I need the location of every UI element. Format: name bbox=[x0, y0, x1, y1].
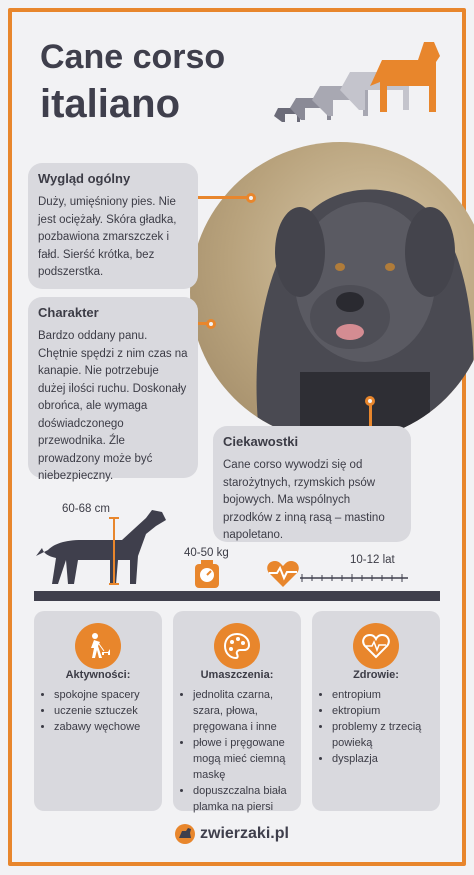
divider-bar bbox=[34, 591, 440, 601]
height-label: 60-68 cm bbox=[62, 503, 110, 515]
heart-pulse-icon bbox=[353, 623, 399, 669]
coats-list bbox=[179, 687, 303, 815]
appearance-text: Duży, umięśniony pies. Nie jest ociężały. Skóra gładka, pozbawiona zmarszczek i fałd. Sierść krótka, bez podszerstka. bbox=[38, 196, 177, 278]
connector-node bbox=[246, 193, 256, 203]
connector bbox=[369, 404, 372, 426]
lifespan-ruler bbox=[300, 570, 410, 584]
scale-icon bbox=[191, 560, 223, 590]
brand-dog-icon bbox=[174, 823, 196, 845]
walking-dog-icon bbox=[75, 623, 121, 669]
list-item: • problemy z trzecią powieką bbox=[332, 719, 442, 751]
character-heading: Charakter bbox=[38, 305, 99, 320]
dog-photo bbox=[190, 142, 474, 442]
trivia-card bbox=[213, 426, 411, 542]
heart-pulse-icon bbox=[266, 560, 300, 588]
list-item: • płowe i pręgowane mogą mieć ciemną maskę bbox=[193, 735, 303, 783]
trivia-heading: Ciekawostki bbox=[223, 434, 299, 449]
activity-list bbox=[40, 687, 164, 735]
list-item: • dysplazja bbox=[332, 751, 442, 767]
title-line1: Cane corso bbox=[40, 38, 226, 76]
appearance-card bbox=[28, 163, 198, 289]
character-card bbox=[28, 297, 198, 482]
brand-name: zwierzaki.pl bbox=[200, 825, 289, 842]
list-item: • zabawy węchowe bbox=[54, 719, 164, 735]
health-card bbox=[312, 611, 440, 811]
list-item: • jednolita czarna, szara, płowa, pręgowana i inne bbox=[193, 687, 303, 735]
appearance-heading: Wygląd ogólny bbox=[38, 171, 131, 186]
list-item: • entropium bbox=[332, 687, 442, 703]
character-text: Bardzo oddany panu. Chętnie spędzi z nim czas na kanapie. Nie potrzebuje dużej ilości ruchu. Doskonały obrońca, ale wymaga doświadczonego przewodnika. Źle prowadzony może być niebezpieczny. bbox=[38, 330, 188, 482]
weight-label: 40-50 kg bbox=[184, 547, 229, 559]
connector-node bbox=[206, 319, 216, 329]
health-heading: Zdrowie: bbox=[353, 669, 399, 681]
list-item: • uczenie sztuczek bbox=[54, 703, 164, 719]
coats-card bbox=[173, 611, 301, 811]
connector-node bbox=[365, 396, 375, 406]
list-item: • dopuszczalna biała plamka na piersi bbox=[193, 783, 303, 815]
trivia-text: Cane corso wywodzi się od starożytnych, rzymskich psów bojowych. Ma wspólnych przodków z inną rasą – mastino napoletano. bbox=[223, 459, 385, 541]
dog-silhouettes-icon bbox=[272, 30, 452, 130]
brand-logo[interactable] bbox=[174, 823, 289, 845]
title-line2: italiano bbox=[40, 82, 181, 126]
health-list bbox=[318, 687, 442, 767]
list-item: • ektropium bbox=[332, 703, 442, 719]
coats-heading: Umaszczenia: bbox=[200, 669, 274, 681]
dog-height-icon bbox=[34, 500, 174, 590]
palette-icon bbox=[214, 623, 260, 669]
activity-heading: Aktywności: bbox=[65, 669, 131, 681]
activity-card bbox=[34, 611, 162, 811]
lifespan-label: 10-12 lat bbox=[350, 554, 395, 566]
list-item: • spokojne spacery bbox=[54, 687, 164, 703]
connector bbox=[198, 196, 248, 199]
